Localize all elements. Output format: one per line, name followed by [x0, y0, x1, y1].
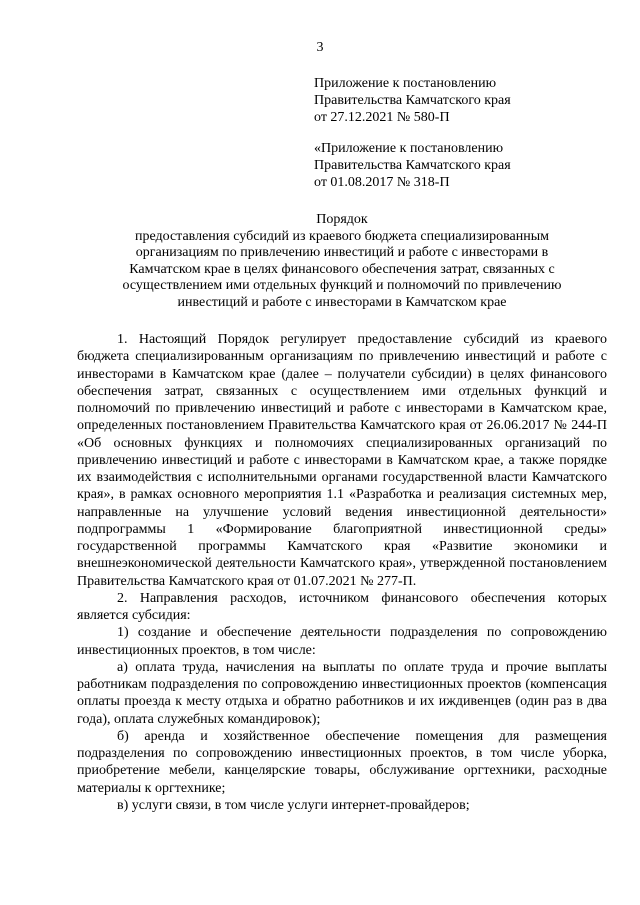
- document-body: [77, 331, 607, 814]
- paragraph: 2. Направления расходов, источником финансового обеспечения которых является субсидия:: [77, 590, 607, 623]
- subtitle-line: организациям по привлечению инвестиций и работе с инвесторами в: [135, 245, 549, 260]
- appendix-line: от 27.12.2021 № 580-П: [314, 110, 450, 125]
- document-title-block: [72, 212, 612, 311]
- subtitle-line: Камчатском крае в целях финансового обеспечения затрат, связанных с: [129, 261, 555, 277]
- appendix-line: от 01.08.2017 № 318-П: [314, 175, 450, 190]
- paragraph: б) аренда и хозяйственное обеспечение помещения для размещения подразделения по сопровождению инвестиционных проектов, в том числе уборка, приобретение мебели, канцелярские товары, обслуживание оргтехники, расходные материалы к оргтехнике;: [77, 728, 607, 796]
- appendix-line: Правительства Камчатского края: [314, 93, 511, 108]
- subtitle-line: осуществлением ими отдельных функций и полномочий по привлечению: [122, 278, 562, 293]
- paragraph: в) услуги связи, в том числе услуги интернет-провайдеров;: [117, 797, 470, 813]
- appendix-line: «Приложение к постановлению: [314, 141, 504, 156]
- appendix-line: Приложение к постановлению: [314, 76, 497, 91]
- page-number: 3: [316, 40, 324, 55]
- subtitle-line: инвестиций и работе с инвесторами в Камчатском крае: [177, 294, 507, 310]
- subtitle-line: предоставления субсидий из краевого бюджета специализированным: [134, 228, 550, 244]
- appendix-line: Правительства Камчатского края: [314, 158, 511, 173]
- paragraph: а) оплата труда, начисления на выплаты по оплате труда и прочие выплаты работникам подразделения по сопровождению инвестиционных проектов (компенсация оплаты проезда к месту отдыха и обратно работников и их иждивенцев (один раз в два года), оплата служебных командировок);: [77, 659, 607, 727]
- paragraph: 1. Настоящий Порядок регулирует предоставление субсидий из краевого бюджета специализированным организациям по привлечению инвестиций и работе с инвесторами в Камчатском крае (далее – получатели субсидии) в целях финансового обеспечения затрат, связанных с осуществлением ими отдельных функций и полномочий по привлечению инвестиций и работе с инвесторами в Камчатском крае, определенных постановлением Правительства Камчатского края от 26.06.2017 № 244-П «Об основных функциях и полномочиях специализированных организаций по привлечению инвестиций и работе с инвесторами в Камчатском крае, а также порядке их взаимодействия с исполнительными органами государственной власти Камчатского края», в рамках основного мероприятия 1.1 «Разработка и реализация системных мер, направленные на улучшение условий ведения инвестиционной деятельности» подпрограммы 1 «Формирование благоприятной инвестиционной среды» государственной программы Камчатского края «Развитие экономики и внешнеэкономической деятельности Камчатского края», утвержденной постановлением Правительства Камчатского края от 01.07.2021 № 277-П.: [77, 332, 607, 589]
- appendix-header-previous: [314, 140, 511, 191]
- appendix-header-current: [314, 75, 511, 126]
- document-title: Порядок: [316, 212, 368, 227]
- paragraph: 1) создание и обеспечение деятельности подразделения по сопровождению инвестиционных проектов, в том числе:: [77, 625, 607, 658]
